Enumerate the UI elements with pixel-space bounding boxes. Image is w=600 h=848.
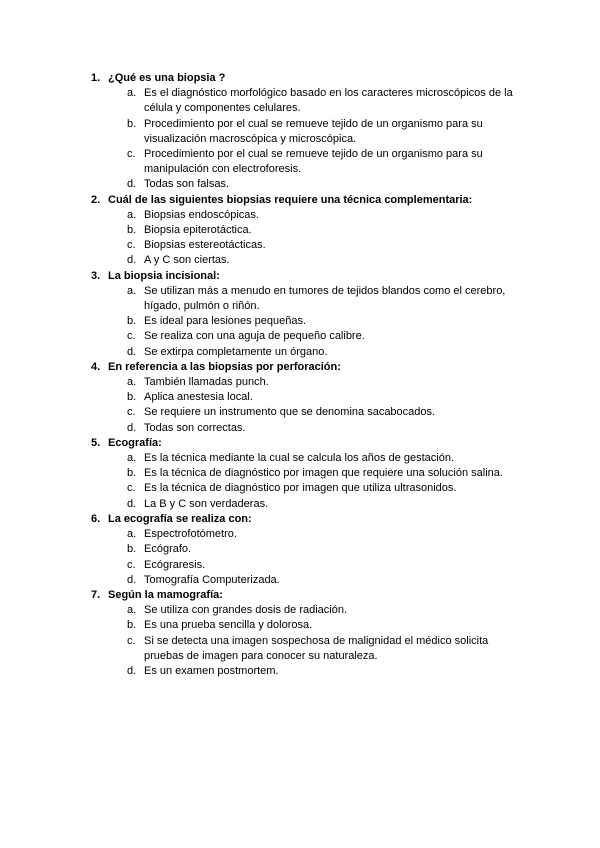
option-item xyxy=(0,466,600,481)
option-letter: b. xyxy=(127,543,137,556)
option-item xyxy=(0,147,600,177)
option-letter: d. xyxy=(127,178,137,191)
option-item xyxy=(0,542,600,557)
option-text: Se utiliza con grandes dosis de radiación. xyxy=(144,604,348,617)
option-letter: c. xyxy=(127,406,136,419)
question-title: ¿Qué es una biopsia ? xyxy=(108,72,226,84)
option-item xyxy=(0,481,600,496)
option-text: Es un examen postmortem. xyxy=(144,664,279,677)
option-text: Se requiere un instrumento que se denomina sacabocados. xyxy=(144,406,436,419)
option-item xyxy=(0,253,600,268)
option-text: Procedimiento por el cual se remueve tejido de un organismo para su visualización macroscópica y microscópica. xyxy=(144,117,483,145)
option-list xyxy=(0,375,600,436)
option-text: Biopsias endoscópicas. xyxy=(144,208,259,221)
question-number: 4. xyxy=(91,360,101,373)
option-text: Tomografía Computerizada. xyxy=(144,573,280,586)
option-item xyxy=(0,634,600,664)
option-letter: d. xyxy=(127,664,137,677)
option-item xyxy=(0,208,600,223)
option-letter: a. xyxy=(127,604,137,617)
question-item-3 xyxy=(0,269,600,360)
option-letter: b. xyxy=(127,391,137,404)
document-page xyxy=(0,71,600,679)
question-item-2 xyxy=(0,193,600,269)
option-text: Procedimiento por el cual se remueve tejido de un organismo para su manipulación con electroforesis. xyxy=(144,148,483,176)
question-number: 7. xyxy=(91,588,101,601)
option-letter: c. xyxy=(127,330,136,343)
option-item xyxy=(0,345,600,360)
option-list xyxy=(0,208,600,269)
option-text: Es ideal para lesiones pequeñas. xyxy=(144,315,307,328)
option-list xyxy=(0,603,600,679)
option-letter: d. xyxy=(127,573,137,586)
option-letter: c. xyxy=(127,148,136,161)
option-item xyxy=(0,375,600,390)
option-item xyxy=(0,497,600,512)
option-letter: b. xyxy=(127,619,137,632)
option-letter: c. xyxy=(127,634,136,647)
option-letter: c. xyxy=(127,482,136,495)
option-letter: c. xyxy=(127,239,136,252)
question-title: La ecografía se realiza con: xyxy=(108,512,252,525)
option-letter: b. xyxy=(127,117,137,130)
option-letter: a. xyxy=(127,87,137,100)
option-list xyxy=(0,451,600,512)
question-title: Ecografía: xyxy=(108,436,162,449)
option-letter: d. xyxy=(127,421,137,434)
option-text: Si se detecta una imagen sospechosa de malignidad el médico solicita pruebas de imagen para conocer su naturaleza. xyxy=(144,634,489,662)
question-number: 3. xyxy=(91,269,101,282)
option-text: Biopsias estereotácticas. xyxy=(144,239,266,252)
question-item-6 xyxy=(0,512,600,588)
option-text: A y C son ciertas. xyxy=(144,254,230,267)
option-item xyxy=(0,527,600,542)
option-text: Es la técnica mediante la cual se calcula los años de gestación. xyxy=(144,452,455,465)
option-item xyxy=(0,390,600,405)
option-list xyxy=(0,284,600,360)
question-list xyxy=(0,71,600,679)
question-title: La biopsia incisional: xyxy=(108,269,220,282)
option-item xyxy=(0,223,600,238)
option-item xyxy=(0,573,600,588)
option-item xyxy=(0,421,600,436)
option-item xyxy=(0,117,600,147)
option-item xyxy=(0,284,600,314)
option-text: Se utilizan más a menudo en tumores de tejidos blandos como el cerebro, hígado, pulmón o riñón. xyxy=(144,284,506,313)
option-letter: a. xyxy=(127,528,137,541)
option-text: Ecógrafo. xyxy=(144,543,192,556)
question-number: 5. xyxy=(91,436,101,449)
option-item xyxy=(0,177,600,192)
option-item xyxy=(0,86,600,116)
option-text: Se extirpa completamente un órgano. xyxy=(144,345,328,358)
option-letter: d. xyxy=(127,497,137,510)
option-letter: c. xyxy=(127,558,136,571)
option-letter: a. xyxy=(127,284,137,297)
option-text: Aplica anestesia local. xyxy=(144,391,253,404)
question-item-5 xyxy=(0,436,600,512)
option-text: Es el diagnóstico morfológico basado en los caracteres microscópicos de la célula y componentes celulares. xyxy=(144,87,513,115)
option-text: Todas son correctas. xyxy=(144,421,246,434)
option-item xyxy=(0,451,600,466)
option-letter: d. xyxy=(127,254,137,267)
option-text: Es la técnica de diagnóstico por imagen que utiliza ultrasonidos. xyxy=(144,482,457,495)
option-text: Se realiza con una aguja de pequeño calibre. xyxy=(144,330,365,343)
option-text: Espectrofotómetro. xyxy=(144,528,237,541)
option-item xyxy=(0,558,600,573)
option-list xyxy=(0,86,600,192)
question-number: 1. xyxy=(91,72,101,84)
question-item-1 xyxy=(0,71,600,193)
option-item xyxy=(0,603,600,618)
option-item xyxy=(0,329,600,344)
option-item xyxy=(0,238,600,253)
option-text: Biopsia epiterotáctica. xyxy=(144,224,252,237)
option-item xyxy=(0,314,600,329)
option-list xyxy=(0,527,600,588)
question-item-7 xyxy=(0,588,600,679)
question-title: En referencia a las biopsias por perforación: xyxy=(108,360,341,373)
option-letter: a. xyxy=(127,208,137,221)
option-letter: d. xyxy=(127,345,137,358)
question-title: Según la mamografía: xyxy=(108,588,223,601)
option-item xyxy=(0,405,600,420)
option-item xyxy=(0,664,600,679)
option-text: También llamadas punch. xyxy=(144,376,269,389)
question-number: 6. xyxy=(91,512,101,525)
question-number: 2. xyxy=(91,193,101,206)
option-letter: a. xyxy=(127,376,137,389)
option-letter: a. xyxy=(127,452,137,465)
option-item xyxy=(0,618,600,633)
option-text: Es la técnica de diagnóstico por imagen que requiere una solución salina. xyxy=(144,467,503,480)
option-letter: b. xyxy=(127,315,137,328)
option-text: Es una prueba sencilla y dolorosa. xyxy=(144,619,313,632)
option-letter: b. xyxy=(127,467,137,480)
question-title: Cuál de las siguientes biopsias requiere una técnica complementaria: xyxy=(108,193,473,206)
question-item-4 xyxy=(0,360,600,436)
option-text: La B y C son verdaderas. xyxy=(144,497,269,510)
option-text: Ecógraresis. xyxy=(144,558,206,571)
option-text: Todas son falsas. xyxy=(144,178,229,191)
option-letter: b. xyxy=(127,224,137,237)
